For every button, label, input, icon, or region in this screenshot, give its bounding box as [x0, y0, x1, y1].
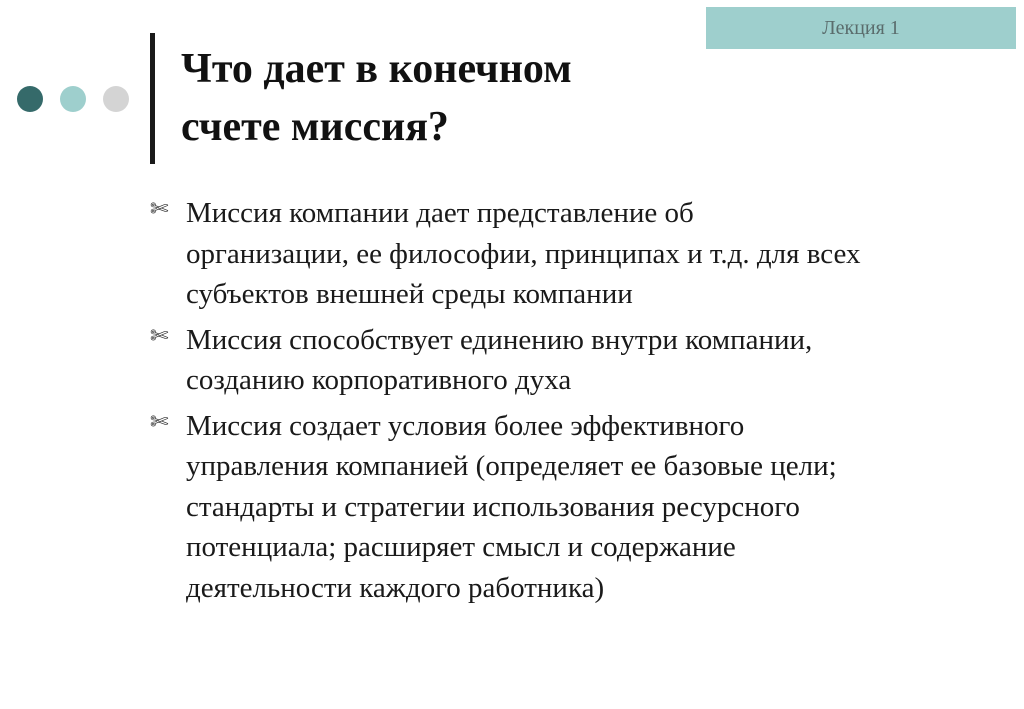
decor-dot-gray [103, 86, 129, 112]
bullet-list [150, 193, 1000, 613]
bullet-line: деятельности каждого работника) [186, 571, 605, 604]
decor-dot-light [60, 86, 86, 112]
bullet-line: стандарты и стратегии использования ресурсного [186, 490, 800, 523]
bullet-line: созданию корпоративного духа [186, 364, 572, 396]
bullet-item [150, 406, 1000, 609]
lecture-badge: Лекция 1 [706, 7, 1016, 49]
bullet-line: потенциала; расширяет смысл и содержание [186, 531, 736, 563]
scissors-icon: ✄ [150, 409, 169, 435]
bullet-line: управления компанией (определяет ее базовые цели; [186, 450, 837, 482]
bullet-line: Миссия компании дает представление об [186, 197, 694, 229]
title-line: Что дает в конечном [181, 46, 572, 92]
title-divider [150, 33, 155, 164]
scissors-icon: ✄ [150, 197, 169, 222]
bullet-line: субъектов внешней среды компании [186, 278, 633, 310]
bullet-line: организации, ее философии, принципах и т.д. для всех [186, 237, 861, 270]
decor-dot-dark [17, 86, 43, 112]
bullet-item [150, 320, 1000, 401]
bullet-item [150, 193, 1000, 315]
bullet-line: Миссия способствует единению внутри компании, [186, 323, 813, 356]
title-line: счете миссия? [181, 104, 449, 150]
scissors-icon: ✄ [150, 323, 169, 349]
bullet-line: Миссия создает условия более эффективного [186, 409, 745, 442]
slide-title [181, 40, 741, 156]
